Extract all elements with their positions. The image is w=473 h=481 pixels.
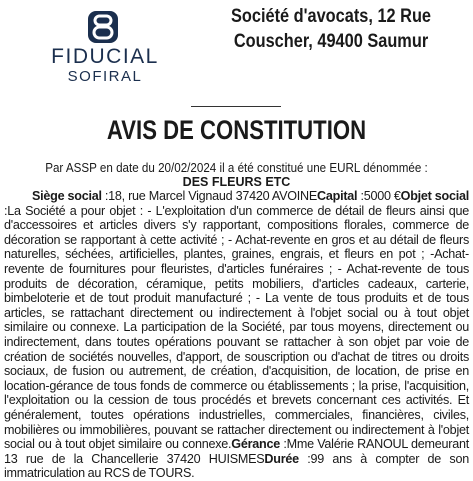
siege-label: Siège social xyxy=(32,189,102,203)
notice-body xyxy=(4,189,469,481)
duree-label: Durée xyxy=(264,451,299,466)
gerance-label: Gérance xyxy=(231,437,280,452)
capital-label: Capital xyxy=(317,189,358,203)
fiducial-logo-icon xyxy=(87,10,119,44)
separator-rule xyxy=(191,106,281,107)
logo-subname: SOFIRAL xyxy=(67,68,143,85)
law-firm-line-2: Couscher, 49400 Saumur xyxy=(233,31,429,52)
law-firm-line-1: Société d'avocats, 12 Rue xyxy=(230,6,432,27)
law-firm-address xyxy=(215,4,447,54)
company-name: DES FLEURS ETC xyxy=(182,175,291,189)
siege-text: :18, rue Marcel Vignaud 37420 AVOINE xyxy=(101,189,318,203)
objet-label: Objet social xyxy=(400,189,469,203)
notice-title: AVIS DE CONSTITUTION xyxy=(106,115,367,145)
fiducial-logo xyxy=(30,8,180,88)
header xyxy=(0,0,473,92)
objet-text: :La Société a pour objet : - L'exploitation d'un commerce de détail de fleurs ainsi que d'accessoires et articles divers s'y rapportant, compositions florales, commerce de décoration se rapportant à cette activité ; - Achat-revente en gros et au détail de fleurs naturelles, séchées, artificielles, plantes, graines, engrais, et fleurs en pot ; -Achat-revente de fournitures pour fleuristes, d'articles funéraires ; - Achat-revente de tous produits de décoration, céramique, petits mobiliers, d'articles cadeaux, carterie, bimbeloterie et de tout produit manufacturé ; - La vente de tous produits et de tous articles, se rattachant directement ou indirectement à l'objet social ou à tout objet similaire ou connexe. La participation de la Société, par tous moyens, directement ou indirectement, dans toutes opérations pouvant se rattacher à son objet par voie de création de sociétés nouvelles, d'apport, de souscription ou d'achat de titres ou droits sociaux, de fusion ou autrement, de création, d'acquisition, de location, de prise en location-gérance de tous fonds de commerce ou établissements ; la prise, l'acquisition, l'exploitation ou la cession de tous procédés et brevets concernant ces activités. Et généralement, toutes opérations industrielles, commerciales, financières, civiles, mobilières ou immobilières, pouvant se rattacher directement ou indirectement à l'objet social ou à tout objet similaire ou connexe. xyxy=(4,203,469,452)
notice-intro: Par ASSP en date du 20/02/2024 il a été constitué une EURL dénommée : xyxy=(45,161,428,175)
capital-text: :5000 € xyxy=(357,189,401,203)
duree-text: :99 ans à compter de son immatriculation au RCS de TOURS. xyxy=(4,451,469,481)
logo-name: FIDUCIAL xyxy=(51,45,159,68)
gerance-text: :Mme Valérie RANOUL demeurant 13 rue de la Chancellerie 37420 HUISMES xyxy=(4,437,469,466)
